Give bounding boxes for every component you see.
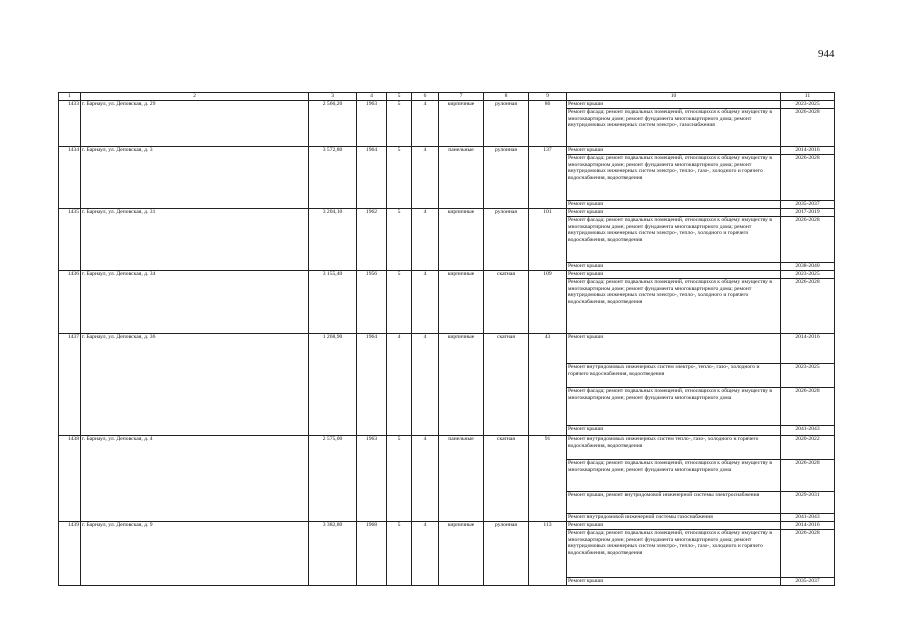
work-period-cell: 2026-2028 [781,530,835,578]
apartments-cell: 43 [529,334,567,436]
work-description-cell: Ремонт крыши [567,271,781,279]
col-num-10: 10 [567,93,781,101]
page-number: 944 [818,48,835,60]
work-period-cell: 2026-2028 [781,155,835,201]
work-period-cell: 2035-2037 [781,578,835,586]
area-cell: 2 575,00 [309,436,357,522]
entrances-cell: 4 [412,101,439,147]
entrances-cell: 4 [412,271,439,334]
table-row [59,209,835,217]
floors-cell: 5 [387,436,412,522]
work-description-cell: Ремонт крыши [567,209,781,217]
col-num-5: 5 [387,93,412,101]
col-num-1: 1 [59,93,81,101]
wall-material-cell: кирпичные [439,209,484,271]
work-description-cell: Ремонт крыши [567,522,781,530]
address-cell: г. Барнаул, ул. Деповская, д. 36 [81,334,309,436]
address-cell: г. Барнаул, ул. Деповская, д. 9 [81,522,309,586]
work-description-cell: Ремонт внутридомовой инженерной системы газоснабжения [567,514,781,522]
work-period-cell: 2014-2016 [781,522,835,530]
roof-type-cell: рулонная [484,101,529,147]
work-description-cell: Ремонт внутридомовых инженерных систем электро-, тепло-, газо-, холодного и горячего водоснабжения, водоотведения [567,364,781,388]
address-cell: г. Барнаул, ул. Деповская, д. 31 [81,209,309,271]
col-num-2: 2 [81,93,309,101]
work-description-cell: Ремонт крыши [567,147,781,155]
work-period-cell: 2029-2031 [781,492,835,514]
house-number-cell: 1435 [59,209,81,271]
work-description-cell: Ремонт фасада; ремонт подвальных помещений, относящихся к общему имуществу в многоквартирном доме; ремонт фундамента многоквартирного дома; ремонт внутридомовых инженерных систем электро-, тепло-, холодного и горячего водоснабжения, водоотведения [567,217,781,263]
house-number-cell: 1434 [59,147,81,209]
work-description-cell: Ремонт фасада; ремонт подвальных помещений, относящихся к общему имуществу в многоквартирном доме; ремонт фундамента многоквартирного дома [567,388,781,426]
work-period-cell: 2020-2022 [781,436,835,460]
col-num-7: 7 [439,93,484,101]
work-period-cell: 2023-2025 [781,364,835,388]
address-cell: г. Барнаул, ул. Деповская, д. 34 [81,271,309,334]
house-number-cell: 1433 [59,101,81,147]
work-period-cell: 2014-2016 [781,334,835,364]
roof-type-cell: скатная [484,271,529,334]
address-cell: г. Барнаул, ул. Деповская, д. 3 [81,147,309,209]
apartments-cell: 137 [529,147,567,209]
work-period-cell: 2035-2037 [781,201,835,209]
roof-type-cell: рулонная [484,147,529,209]
house-number-cell: 1438 [59,436,81,522]
apartments-cell: 109 [529,271,567,334]
col-num-3: 3 [309,93,357,101]
work-description-cell: Ремонт внутридомовых инженерных систем тепло-, газо-, холодного и горячего водоснабжения, водоотведения [567,436,781,460]
work-period-cell: 2026-2028 [781,109,835,147]
column-number-row [59,93,835,101]
area-cell: 3 572,80 [309,147,357,209]
work-description-cell: Ремонт крыши [567,201,781,209]
work-description-cell: Ремонт крыши [567,263,781,271]
floors-cell: 4 [387,334,412,436]
work-period-cell: 2038-2040 [781,263,835,271]
col-num-8: 8 [484,93,529,101]
year-built-cell: 1963 [357,101,387,147]
work-period-cell: 2023-2025 [781,101,835,109]
year-built-cell: 1963 [357,436,387,522]
roof-type-cell: скатная [484,334,529,436]
table-row [59,522,835,530]
wall-material-cell: кирпичные [439,522,484,586]
work-description-cell: Ремонт крыши, ремонт внутридомовой инженерной системы электроснабжения [567,492,781,514]
table-row [59,271,835,279]
year-built-cell: 1964 [357,334,387,436]
work-description-cell: Ремонт фасада; ремонт подвальных помещений, относящихся к общему имуществу в многоквартирном доме; ремонт фундамента многоквартирного дома; ремонт внутридомовых инженерных систем электро-, газоснабжения [567,109,781,147]
wall-material-cell: кирпичные [439,271,484,334]
col-num-9: 9 [529,93,567,101]
table-row [59,334,835,364]
work-period-cell: 2023-2025 [781,271,835,279]
work-description-cell: Ремонт фасада; ремонт подвальных помещений, относящихся к общему имуществу в многоквартирном доме; ремонт фундамента многоквартирного дома; ремонт внутридомовых инженерных систем электро-, тепло-, газо-, холодного и горячего водоснабжения, водоотведения [567,155,781,201]
entrances-cell: 4 [412,147,439,209]
entrances-cell: 4 [412,436,439,522]
entrances-cell: 4 [412,209,439,271]
col-num-11: 11 [781,93,835,101]
work-period-cell: 2041-2043 [781,426,835,436]
area-cell: 3 382,80 [309,522,357,586]
area-cell: 3 204,10 [309,209,357,271]
work-period-cell: 2014-2016 [781,147,835,155]
work-period-cell: 2026-2028 [781,460,835,492]
floors-cell: 5 [387,101,412,147]
apartments-cell: 86 [529,101,567,147]
floors-cell: 5 [387,522,412,586]
table-row [59,101,835,109]
wall-material-cell: панельные [439,147,484,209]
work-period-cell: 2041-2043 [781,514,835,522]
apartments-cell: 91 [529,436,567,522]
work-description-cell: Ремонт фасада; ремонт подвальных помещений, относящихся к общему имуществу в многоквартирном доме; ремонт фундамента многоквартирного дома; ремонт внутридомовых инженерных систем электро-, тепло-, газо-, холодного и горячего водоснабжения, водоотведения [567,530,781,578]
col-num-4: 4 [357,93,387,101]
area-cell: 3 155,40 [309,271,357,334]
area-cell: 1 268,90 [309,334,357,436]
table-row [59,147,835,155]
house-number-cell: 1437 [59,334,81,436]
house-number-cell: 1439 [59,522,81,586]
col-num-6: 6 [412,93,439,101]
house-number-cell: 1436 [59,271,81,334]
roof-type-cell: рулонная [484,522,529,586]
work-description-cell: Ремонт фасада; ремонт подвальных помещений, относящихся к общему имуществу в многоквартирном доме; ремонт фундамента многоквартирного дома; ремонт внутридомовых инженерных систем электро-, тепло-, холодного и горячего водоснабжения, водоотведения [567,279,781,334]
floors-cell: 5 [387,271,412,334]
wall-material-cell: кирпичные [439,334,484,436]
year-built-cell: 1968 [357,522,387,586]
year-built-cell: 1964 [357,147,387,209]
address-cell: г. Барнаул, ул. Деповская, д. 29 [81,101,309,147]
work-period-cell: 2026-2028 [781,217,835,263]
apartments-cell: 113 [529,522,567,586]
address-cell: г. Барнаул, ул. Деповская, д. 4 [81,436,309,522]
work-period-cell: 2026-2028 [781,279,835,334]
area-cell: 2 566,20 [309,101,357,147]
work-period-cell: 2026-2028 [781,388,835,426]
wall-material-cell: кирпичные [439,101,484,147]
apartments-cell: 101 [529,209,567,271]
work-period-cell: 2017-2019 [781,209,835,217]
year-built-cell: 1956 [357,271,387,334]
work-description-cell: Ремонт крыши [567,101,781,109]
entrances-cell: 4 [412,522,439,586]
work-description-cell: Ремонт крыши [567,426,781,436]
floors-cell: 5 [387,147,412,209]
wall-material-cell: панельные [439,436,484,522]
work-description-cell: Ремонт фасада; ремонт подвальных помещений, относящихся к общему имуществу в многоквартирном доме; ремонт фундамента многоквартирного дома [567,460,781,492]
housing-register-table [58,92,835,586]
work-description-cell: Ремонт крыши [567,578,781,586]
floors-cell: 5 [387,209,412,271]
entrances-cell: 4 [412,334,439,436]
table-row [59,436,835,460]
roof-type-cell: скатная [484,436,529,522]
year-built-cell: 1962 [357,209,387,271]
work-description-cell: Ремонт крыши [567,334,781,364]
roof-type-cell: рулонная [484,209,529,271]
